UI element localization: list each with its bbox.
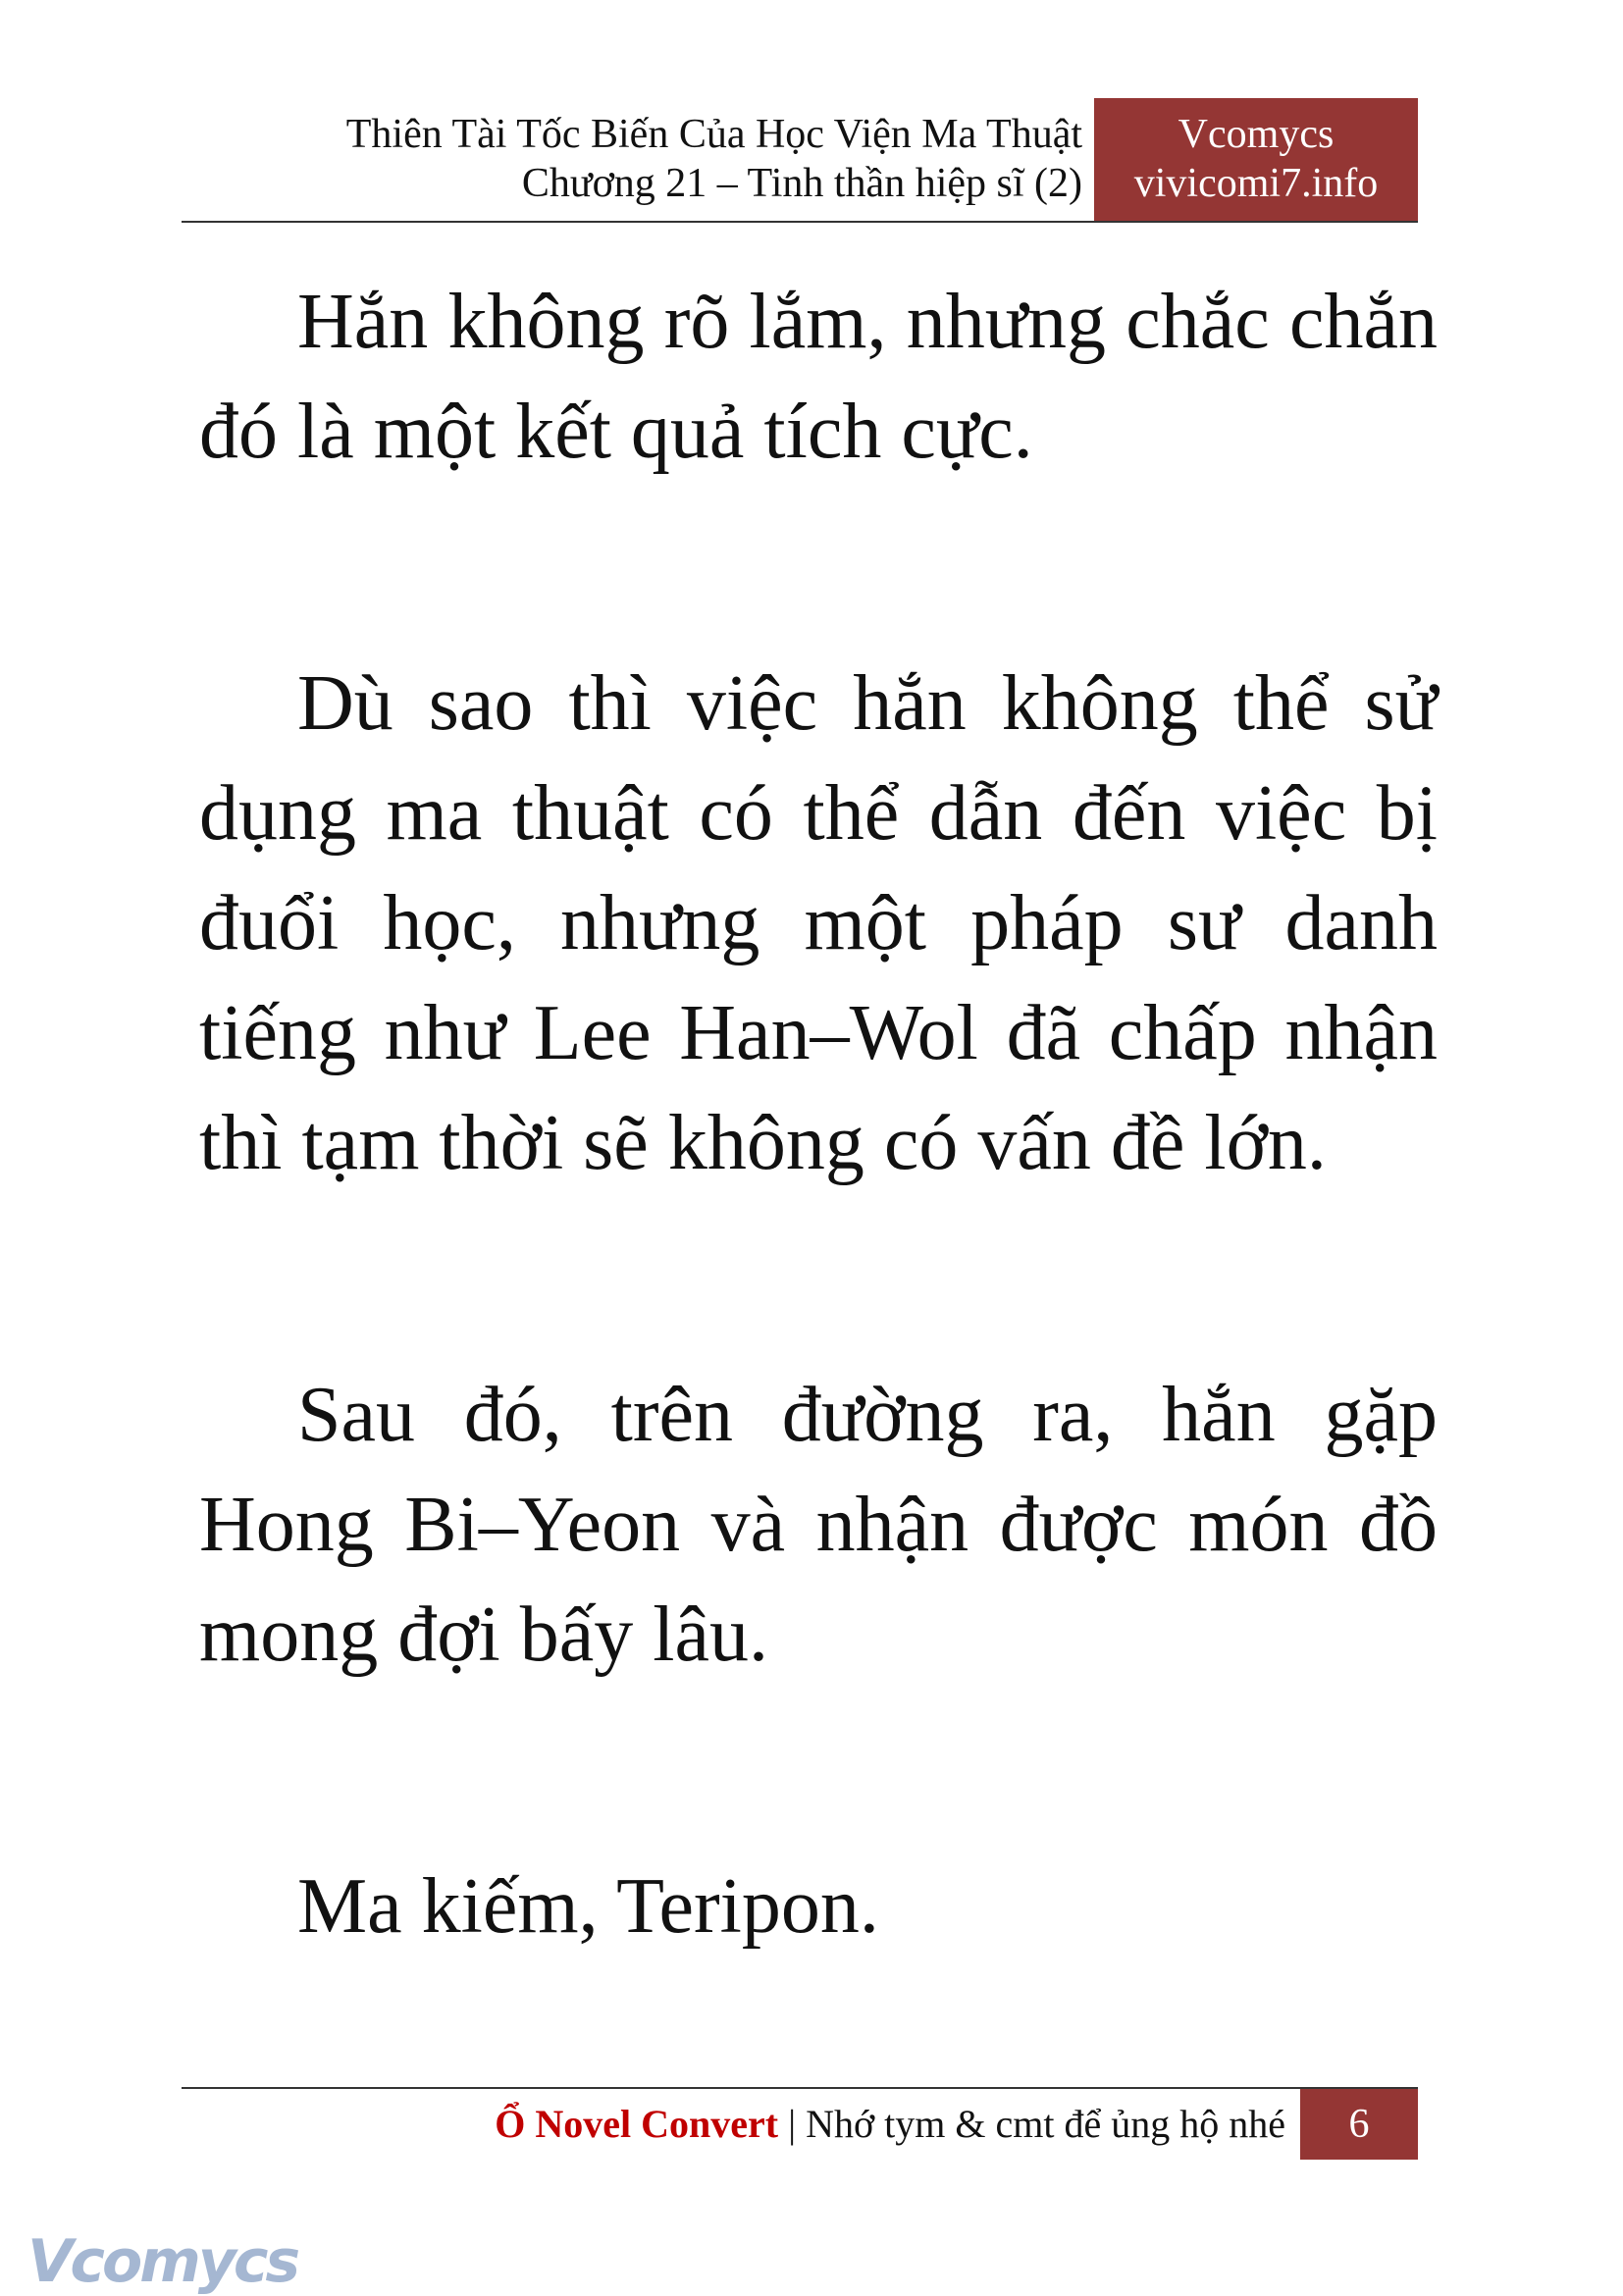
footer-message: Nhớ tym & cmt để ủng hộ nhé [806,2102,1285,2146]
watermark-logo: Vcomycs [27,2227,298,2296]
page-content [199,267,1438,2123]
page-header [182,98,1418,221]
page-number: 6 [1300,2089,1418,2160]
brand-site: vivicomi7.info [1133,161,1379,206]
footer-text [182,2089,1285,2160]
brand-name: Vcomycs [1178,112,1335,157]
paragraph: Hắn không rõ lắm, nhưng chắc chắn đó là một kết quả tích cực. [199,279,1438,475]
chapter-title: Chương 21 – Tinh thần hiệp sĩ (2) [521,161,1082,206]
header-titles [182,98,1082,221]
book-title: Thiên Tài Tốc Biến Của Học Viện Ma Thuật [345,112,1082,157]
page-footer [182,2089,1418,2160]
footer-separator: | [778,2102,807,2146]
paragraph: Dù sao thì việc hắn không thể sử dụng ma thuật có thể dẫn đến việc bị đuổi học, nhưng một pháp sư danh tiếng như Lee Han–Wol đã chấp nhận thì tạm thời sẽ không có vấn đề lớn. [199,660,1438,1186]
footer-brand: Ổ Novel Convert [495,2102,779,2146]
paragraph: Ma kiếm, Teripon. [297,1863,879,1950]
header-brand-box [1094,98,1418,221]
header-divider [182,221,1418,223]
paragraph: Sau đó, trên đường ra, hắn gặp Hong Bi–Yeon và nhận được món đồ mong đợi bấy lâu. [199,1372,1438,1678]
